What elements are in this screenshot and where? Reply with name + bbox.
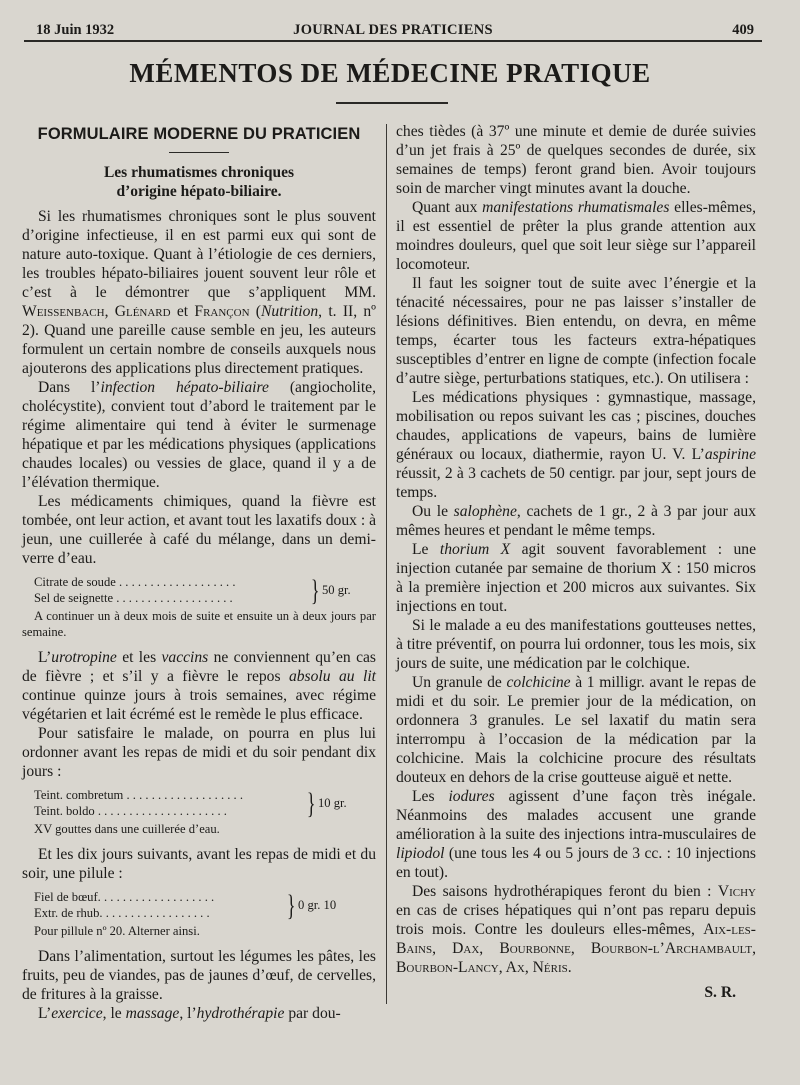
- formula-row: Teint. combretum . . . . . . . . . . . . . . . . . . .: [34, 788, 243, 802]
- paragraph: [396, 540, 756, 616]
- italic-term: colchicine: [506, 674, 571, 691]
- text-run: Le: [412, 541, 440, 558]
- italic-term: manifestations rhumatismales: [482, 199, 670, 216]
- page-number: 409: [732, 22, 754, 38]
- formula-row: Fiel de bœuf. . . . . . . . . . . . . . . . . . .: [34, 890, 215, 904]
- text-run: continue quinze jours à trois semaines, avec régime végétarien et lait écrémé est le remède le plus efficace.: [22, 687, 376, 723]
- spa-name: Vichy: [717, 883, 756, 900]
- formula-note: Pour pillule nº 20. Alterner ainsi.: [34, 924, 200, 938]
- article-title: [22, 163, 376, 201]
- journal-name: JOURNAL DES PRATICIENS: [293, 22, 493, 38]
- text-run: Quant aux: [412, 199, 483, 216]
- text-run: Dans l’: [38, 379, 101, 396]
- paragraph: Les médicaments chimiques, quand la fièvre est tombée, ont leur action, et avant tout les laxatifs doux : à jeun, une cuillerée à café du mélange, dans un demi-verre d’eau.: [22, 493, 376, 567]
- text-run: L’: [38, 649, 52, 666]
- spa-list: Aix-les-Bains, Dax, Bourbonne, Bourbon-l’Archambault, Bourbon-Lancy, Ax, Néris.: [396, 921, 756, 976]
- text-run: à 1 milligr. avant le repas de midi et du soir. Le premier jour de la médication, on ordonnera 3 granules. Le sel laxatif du matin sera interrompu à l’occasion de la médication par la colchicine. Mais la colchicine procure des résultats douteux en dehors de la crise goutteuse aiguë et nette.: [396, 674, 756, 786]
- paragraph: [396, 787, 756, 882]
- text-run: Ou le: [412, 503, 454, 520]
- italic-term: iodures: [448, 788, 495, 805]
- formula-note: XV gouttes dans une cuillerée d’eau.: [34, 822, 220, 836]
- prescription-formula: [22, 574, 376, 640]
- italic-term: infection hépato-biliaire: [100, 379, 269, 396]
- issue-date: 18 Juin 1932: [36, 22, 115, 38]
- formula-ingredient: Teint. boldo: [34, 804, 95, 818]
- formula-ingredient: Teint. combretum: [34, 788, 124, 802]
- text-run: Les: [412, 788, 449, 805]
- text-run: et: [176, 303, 189, 320]
- formula-note: A continuer un à deux mois de suite et ensuite un à deux jours par semaine.: [22, 609, 376, 639]
- paragraph: [396, 502, 756, 540]
- text-run: par dou-: [284, 1005, 341, 1022]
- text-run: Si les rhumatismes chroniques sont le plus souvent d’origine infectieuse, il en est parmi eux qui sont de nature auto-toxique. Quant à l’étiologie de ces derniers, les troubles hépato-biliaires jouent souvent leur rôle et c’est à le démontrer que s’appliquent MM.: [22, 208, 376, 301]
- paragraph: [396, 198, 756, 274]
- paragraph: Pour satisfaire le malade, on pourra en plus lui ordonner avant les repas de midi et du soir pendant dix jours :: [22, 725, 376, 780]
- paragraph: [22, 648, 376, 724]
- paragraph: [22, 1004, 376, 1023]
- prescription-formula: [22, 889, 376, 939]
- text-run: elles-mêmes, il est essentiel de prêter la plus grande attention aux moindres douleurs, quel que soit leur siège sur l’appareil locomoteur.: [396, 199, 756, 273]
- text-run: , cachets de 1 gr., 2 à 3 par jour aux mêmes heures et pendant le même temps.: [396, 503, 756, 539]
- formula-ingredient: Sel de seignette: [34, 591, 114, 605]
- italic-term: lipiodol: [396, 845, 445, 862]
- text-run: (angiocholite, cholécystite), convient tout d’abord le traitement par le régime alimentaire qui tend à éviter le surmenage hépatique et par les médications physiques (applications chaudes locales) ou vessies de glace, quand il y a de l’élévation thermique.: [22, 379, 376, 491]
- brace-glyph: }: [306, 787, 316, 820]
- formula-row: Sel de seignette . . . . . . . . . . . . . . . . . . .: [34, 591, 233, 605]
- author-signature: S. R.: [704, 984, 736, 1001]
- text-run: agit souvent favorablement : une injection cutanée par semaine de thorium X : 150 micros à la première injection et 200 micros aux suivantes. Six injections en tout.: [396, 541, 756, 615]
- text-run: (une tous les 4 ou 5 jours de 3 cc. : 10 injections en tout).: [396, 845, 756, 881]
- text-run: , l’: [179, 1005, 197, 1022]
- paragraph: ches tièdes (à 37º une minute et demie de durée suivies d’un jet frais à 25º de quelques secondes de durée, six semaines de temps) feront grand bien. Avoir toujours soin de marcher vingt minutes avant la douche.: [396, 123, 756, 197]
- italic-term: absolu au lit: [288, 668, 376, 685]
- text-run: Un granule de: [412, 674, 507, 691]
- formula-ingredient: Extr. de rhub.: [34, 906, 103, 920]
- formula-row: Citrate de soude . . . . . . . . . . . . . . . . . . .: [34, 575, 236, 589]
- left-column: [22, 124, 376, 1023]
- right-column: [396, 122, 756, 1002]
- italic-term: massage: [125, 1005, 180, 1022]
- italic-term: aspirine: [704, 446, 756, 463]
- formula-row: Teint. boldo . . . . . . . . . . . . . . . . . . . . .: [34, 804, 227, 818]
- text-run: agissent d’une façon très inégale. Néanmoins des malades accusent une grande amélioration à la suite des injections intra-musculaires de: [396, 788, 756, 843]
- running-head: [24, 20, 762, 40]
- formula-ingredient: Fiel de bœuf: [34, 890, 98, 904]
- text-run: L’: [38, 1005, 52, 1022]
- paragraph: Si les rhumatismes chroniques sont le plus souvent d’origine infectieuse, il en est parmi eux qui sont de nature auto-toxique. Quant à l’étiologie de ces derniers, les troubles hépato-biliaires jouent souvent leur rôle et c’est à le démontrer que s’appliquent MM. Weissenbach, Glénard et Françon (Nutrition, t. II, nº 2). Quand une pareille cause semble en jeu, les auteurs formulent un certain nombre de conseils auxquels nous ajouterons des applications plus directement pratiques.: [22, 208, 376, 377]
- paragraph: Et les dix jours suivants, avant les repas de midi et du soir, une pilule :: [22, 846, 376, 882]
- paragraph: Dans l’alimentation, surtout les légumes les pâtes, les fruits, peu de viandes, pas de jaunes d’œuf, de cervelles, de fritures à la graisse.: [22, 948, 376, 1003]
- prescription-formula: [22, 787, 376, 837]
- formula-quantity: 10 gr.: [318, 796, 347, 810]
- header-rule: [24, 40, 762, 42]
- paragraph: Il faut les soigner tout de suite avec l’énergie et la ténacité nécessaires, pour ne pas laisser s’installer de lésions définitives. Bien entendu, on devra, en même temps, écarter tous les facteurs extra-hépatiques susceptibles d’entrer en ligne de compte (infection focale d’autre siège, perturbations statiques, etc.). On utilisera :: [396, 275, 756, 387]
- text-run: Des saisons hydrothérapiques feront du bien :: [412, 883, 712, 900]
- paragraph: [396, 673, 756, 787]
- text-run: en cas de crises hépatiques qui n’ont pas reparu depuis trois mois. Contre les douleurs elles-mêmes,: [396, 902, 756, 938]
- section-heading: FORMULAIRE MODERNE DU PRATICIEN: [37, 125, 361, 143]
- text-run: , le: [102, 1005, 126, 1022]
- text-run: réussit, 2 à 3 cachets de 50 centigr. par jour, sept jours de temps.: [396, 465, 756, 501]
- article-title-line-1: Les rhumatismes chroniques: [103, 164, 295, 181]
- formula-row: Extr. de rhub. . . . . . . . . . . . . . . . . .: [34, 906, 210, 920]
- italic-term: urotropine: [51, 649, 117, 666]
- paragraph: [22, 378, 376, 492]
- italic-term: thorium X: [439, 541, 511, 558]
- brace-glyph: }: [286, 889, 296, 922]
- italic-term: vaccins: [161, 649, 209, 666]
- paragraph: [396, 882, 756, 977]
- formula-quantity: 50 gr.: [322, 583, 351, 597]
- text-run: et les: [116, 649, 162, 666]
- journal-reference: Nutrition: [260, 303, 319, 320]
- section-rule: [169, 152, 229, 153]
- column-divider: [386, 124, 387, 1004]
- page-title: MÉMENTOS DE MÉDECINE PRATIQUE: [129, 58, 651, 88]
- text-run: ne conviennent qu’en cas de fièvre ; et s’il y a fièvre le repos: [22, 649, 376, 685]
- brace-glyph: }: [310, 574, 320, 607]
- author-name: Françon: [194, 303, 250, 320]
- paragraph: [396, 388, 756, 502]
- italic-term: hydrothérapie: [196, 1005, 285, 1022]
- formula-ingredient: Citrate de soude: [34, 575, 116, 589]
- author-name: Weissenbach: [22, 303, 105, 320]
- text-run: Les médications physiques : gymnastique, massage, mobilisation ou repos suivant les cas ; piscines, douches chaudes, applications de vapeurs, bains de lumière généraux ou locaux, diathermie, rayon U. V. L’: [396, 389, 756, 463]
- italic-term: exercice: [51, 1005, 103, 1022]
- formula-quantity: 0 gr. 10: [298, 898, 337, 912]
- paragraph: Si le malade a eu des manifestations goutteuses nettes, à titre préventif, on pourra lui ordonner, tous les mois, six jours de suite, une médication par le colchique.: [396, 617, 756, 672]
- italic-term: salophène: [453, 503, 517, 520]
- text-run: , t. II, nº 2). Quand une pareille cause semble en jeu, les auteurs formulent un certain nombre de conseils auxquels nous ajouterons des applications plus directement pratiques.: [22, 303, 376, 377]
- author-name: Glénard: [114, 303, 171, 320]
- article-title-line-2: d’origine hépato-biliaire.: [116, 183, 282, 200]
- title-rule: [336, 102, 448, 104]
